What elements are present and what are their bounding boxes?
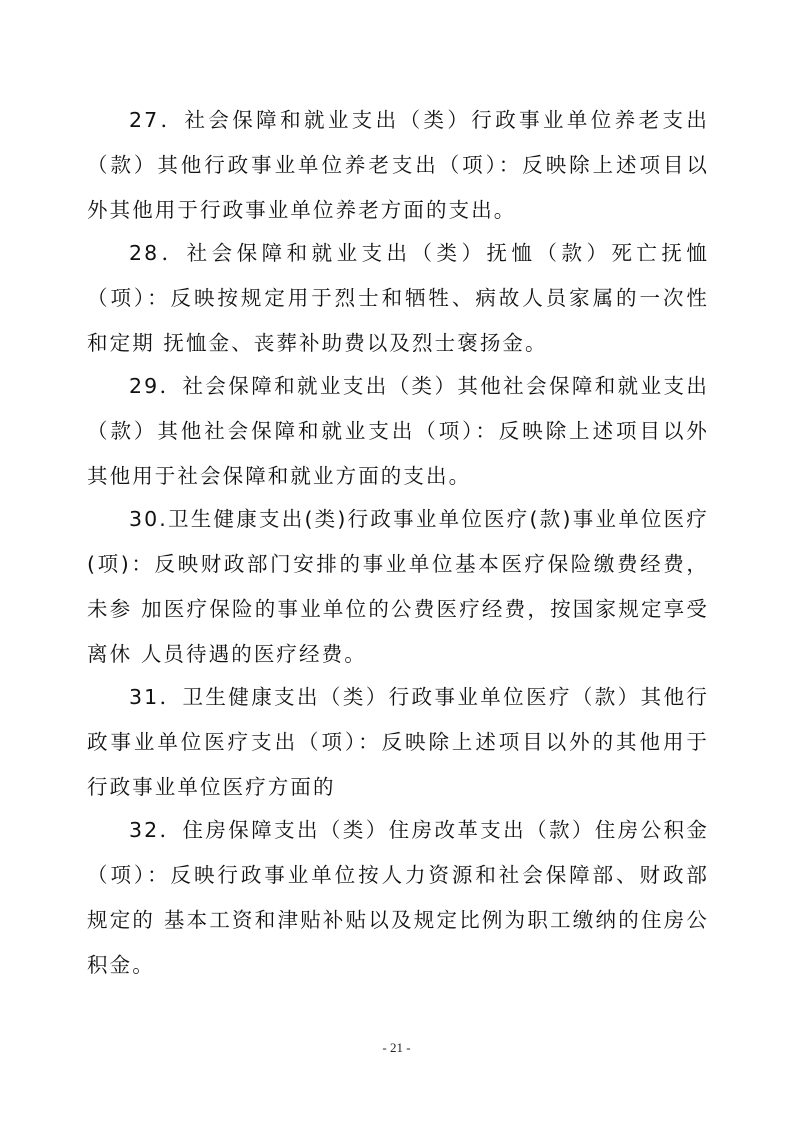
paragraph-32: 32．住房保障支出（类）住房改革支出（款）住房公积金（项）：反映行政事业单位按人力资源和社会保障部、财政部规定的 基本工资和津贴补贴以及规定比例为职工缴纳的住房公积金。 bbox=[87, 818, 709, 977]
page-number: - 21 - bbox=[382, 1040, 411, 1055]
document-body bbox=[87, 98, 709, 986]
paragraph-31: 31．卫生健康支出（类）行政事业单位医疗（款）其他行政事业单位医疗支出（项）：反映除上述项目以外的其他用于行政事业单位医疗方面的 bbox=[87, 685, 709, 799]
paragraph-27: 27．社会保障和就业支出（类）行政事业单位养老支出（款）其他行政事业单位养老支出（项）：反映除上述项目以外其他用于行政事业单位养老方面的支出。 bbox=[87, 108, 709, 222]
paragraph-28: 28．社会保障和就业支出（类）抚恤（款）死亡抚恤（项）：反映按规定用于烈士和牺牲、病故人员家属的一次性和定期 抚恤金、丧葬补助费以及烈士褒扬金。 bbox=[87, 241, 709, 355]
paragraph-29: 29．社会保障和就业支出（类）其他社会保障和就业支出（款）其他社会保障和就业支出（项）：反映除上述项目以外其他用于社会保障和就业方面的支出。 bbox=[87, 374, 709, 488]
paragraph-30: 30.卫生健康支出(类)行政事业单位医疗(款)事业单位医疗(项)：反映财政部门安排的事业单位基本医疗保险缴费经费，未参 加医疗保险的事业单位的公费医疗经费，按国家规定享受离休 人员待遇的医疗经费。 bbox=[87, 507, 709, 666]
